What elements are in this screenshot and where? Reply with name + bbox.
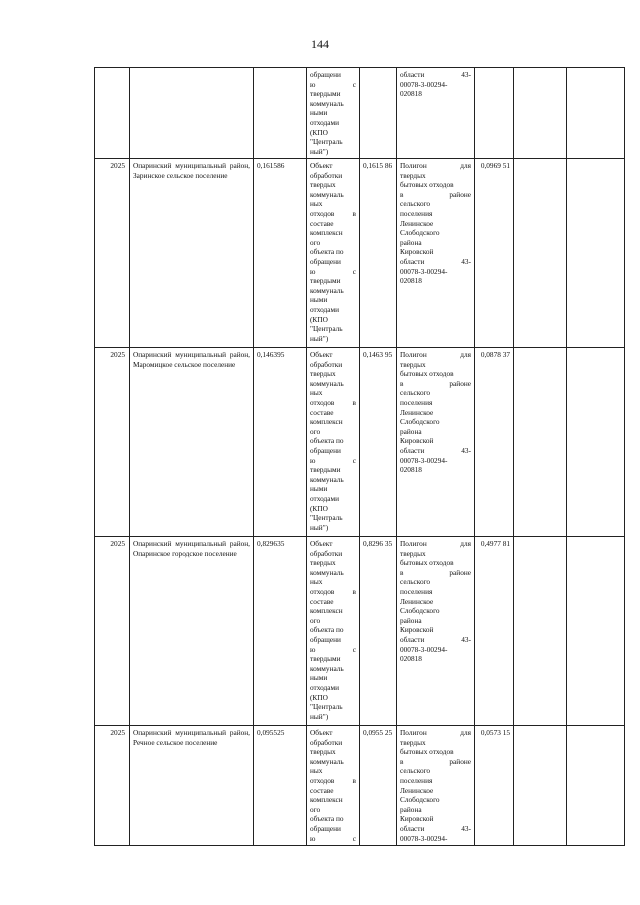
table-row <box>95 68 625 159</box>
processing-object-cell-line: ю с <box>310 833 356 843</box>
processing-object-cell-line: Объект <box>310 161 333 170</box>
processing-object-cell-line: ными <box>310 484 328 494</box>
processing-object-cell-line: (КПО <box>310 314 328 324</box>
table-row <box>95 159 625 348</box>
disposal-site-cell-line: Кировской <box>400 436 434 446</box>
empty-cell <box>514 159 567 348</box>
processing-object-cell-line: отходов в <box>310 397 356 407</box>
disposal-site-cell-line: твердых <box>400 548 426 558</box>
mass-cell: 0,095525 <box>254 726 307 846</box>
municipality-cell <box>130 68 254 159</box>
processing-object-cell-line: объекта по <box>310 247 344 257</box>
processing-object-cell-line: составе <box>310 785 334 795</box>
processing-object-cell-line: обращени <box>310 70 341 79</box>
processing-object-cell-line: коммуналь <box>310 663 344 673</box>
disposal-site-cell-line: 020818 <box>400 276 422 286</box>
disposed-mass-cell <box>475 68 514 159</box>
disposal-site-cell-line: Полигон для <box>400 728 471 737</box>
processing-object-cell-line: обращени <box>310 634 341 644</box>
processing-object-cell-line: ого <box>310 615 321 625</box>
disposal-site-cell-line: Ленинское <box>400 785 434 795</box>
disposal-site-cell <box>397 726 475 846</box>
empty-cell <box>567 537 625 726</box>
processing-object-cell-line: отходов в <box>310 775 356 785</box>
processing-object-cell-line: коммуналь <box>310 756 344 766</box>
table-row <box>95 537 625 726</box>
mass-cell: 0,146395 <box>254 348 307 537</box>
disposal-site-cell-line: поселения <box>400 586 433 596</box>
processing-object-cell-line: коммуналь <box>310 98 344 108</box>
processed-mass-cell: 0,0955 25 <box>360 726 397 846</box>
processing-object-cell-line: ого <box>310 804 321 814</box>
empty-cell <box>567 68 625 159</box>
empty-cell <box>514 348 567 537</box>
mass-cell <box>254 68 307 159</box>
processing-object-cell-line: "Централь <box>310 137 343 147</box>
table-row <box>95 726 625 846</box>
processing-object-cell-line: обращени <box>310 256 341 266</box>
processed-mass-cell: 0,8296 35 <box>360 537 397 726</box>
disposal-site-cell-line: твердых <box>400 170 426 180</box>
disposed-mass-cell: 0,0969 51 <box>475 159 514 348</box>
disposal-site-cell-line: района <box>400 237 422 247</box>
disposal-site-cell-line: области 43- <box>400 70 471 79</box>
disposal-site-cell-line: 020818 <box>400 654 422 664</box>
disposal-site-cell-line: в районе <box>400 189 471 199</box>
processing-object-cell-line: обращени <box>310 445 341 455</box>
processing-object-cell-line: твердых <box>310 747 336 757</box>
disposal-site-cell-line: области 43- <box>400 823 471 833</box>
processing-object-cell-line: "Централь <box>310 513 343 523</box>
processing-object-cell <box>307 348 360 537</box>
empty-cell <box>514 537 567 726</box>
processing-object-cell-line: (КПО <box>310 503 328 513</box>
empty-cell <box>567 726 625 846</box>
processing-object-cell-line: коммуналь <box>310 474 344 484</box>
disposal-site-cell-line: сельского <box>400 199 431 209</box>
empty-cell <box>567 159 625 348</box>
year-cell: 2025 <box>95 537 130 726</box>
disposal-site-cell-line: в районе <box>400 756 471 766</box>
disposal-site-cell <box>397 68 475 159</box>
year-cell <box>95 68 130 159</box>
disposal-site-cell-line: Полигон для <box>400 350 471 359</box>
processed-mass-cell: 0,1615 86 <box>360 159 397 348</box>
processing-object-cell <box>307 726 360 846</box>
disposal-site-cell-line: сельского <box>400 766 431 776</box>
disposal-site-cell <box>397 159 475 348</box>
processing-object-cell-line: ными <box>310 108 328 118</box>
disposal-site-cell-line: района <box>400 615 422 625</box>
processing-object-cell-line: ный") <box>310 522 329 532</box>
processing-object-cell-line: ных <box>310 766 323 776</box>
processing-object-cell-line: обращени <box>310 823 341 833</box>
disposal-site-cell-line: твердых <box>400 359 426 369</box>
processing-object-cell-line: комплексн <box>310 795 343 805</box>
processing-object-cell-line: ого <box>310 237 321 247</box>
processing-object-cell-line: ю с <box>310 455 356 465</box>
processing-object-cell-line: твердыми <box>310 276 341 286</box>
disposal-site-cell-line: Слободского <box>400 795 440 805</box>
processed-mass-cell: 0,1463 95 <box>360 348 397 537</box>
processing-object-cell-line: ными <box>310 673 328 683</box>
disposal-site-cell-line: области 43- <box>400 256 471 266</box>
processing-object-cell-line: коммуналь <box>310 285 344 295</box>
disposal-site-cell-line: твердых <box>400 737 426 747</box>
disposal-site-cell-line: Ленинское <box>400 218 434 228</box>
municipality-cell: Опаринский муниципальный район, Заринское сельское поселение <box>130 159 254 348</box>
processing-object-cell-line: коммуналь <box>310 378 344 388</box>
municipality-cell: Опаринский муниципальный район, Речное сельское поселение <box>130 726 254 846</box>
waste-flow-table <box>94 67 625 846</box>
empty-cell <box>567 348 625 537</box>
processing-object-cell-line: ого <box>310 426 321 436</box>
processing-object-cell-line: твердыми <box>310 465 341 475</box>
disposal-site-cell-line: поселения <box>400 775 433 785</box>
page-number: 144 <box>311 37 329 51</box>
processing-object-cell-line: ных <box>310 199 323 209</box>
disposal-site-cell-line: 00078-3-00294- <box>400 455 448 465</box>
processing-object-cell-line: (КПО <box>310 127 328 137</box>
processing-object-cell-line: коммуналь <box>310 567 344 577</box>
processing-object-cell-line: ю с <box>310 644 356 654</box>
disposal-site-cell-line: района <box>400 426 422 436</box>
processing-object-cell-line: твердых <box>310 369 336 379</box>
processing-object-cell-line: обработки <box>310 359 343 369</box>
year-cell: 2025 <box>95 348 130 537</box>
processing-object-cell-line: ный") <box>310 333 329 343</box>
processing-object-cell-line: коммуналь <box>310 189 344 199</box>
disposal-site-cell <box>397 537 475 726</box>
processing-object-cell-line: составе <box>310 596 334 606</box>
processing-object-cell-line: составе <box>310 407 334 417</box>
disposed-mass-cell: 0,4977 81 <box>475 537 514 726</box>
disposal-site-cell <box>397 348 475 537</box>
processing-object-cell-line: "Централь <box>310 324 343 334</box>
disposal-site-cell-line: 020818 <box>400 465 422 475</box>
disposal-site-cell-line: района <box>400 804 422 814</box>
disposal-site-cell-line: поселения <box>400 397 433 407</box>
processing-object-cell <box>307 537 360 726</box>
disposal-site-cell-line: 00078-3-00294- <box>400 833 448 843</box>
processing-object-cell-line: Объект <box>310 350 333 359</box>
disposal-site-cell-line: Полигон для <box>400 539 471 548</box>
processing-object-cell-line: (КПО <box>310 692 328 702</box>
disposal-site-cell-line: Слободского <box>400 606 440 616</box>
processing-object-cell-line: отходами <box>310 493 340 503</box>
processing-object-cell-line: обработки <box>310 548 343 558</box>
processing-object-cell-line: Объект <box>310 539 333 548</box>
disposal-site-cell-line: в районе <box>400 567 471 577</box>
disposed-mass-cell: 0,0573 15 <box>475 726 514 846</box>
processing-object-cell-line: ный") <box>310 146 329 156</box>
processing-object-cell-line: комплексн <box>310 417 343 427</box>
disposal-site-cell-line: бытовых отходов <box>400 369 454 379</box>
processing-object-cell-line: обработки <box>310 737 343 747</box>
disposal-site-cell-line: Кировской <box>400 625 434 635</box>
processing-object-cell-line: обработки <box>310 170 343 180</box>
processing-object-cell-line: "Централь <box>310 702 343 712</box>
processing-object-cell-line: отходами <box>310 304 340 314</box>
municipality-cell: Опаринский муниципальный район, Опаринское городское поселение <box>130 537 254 726</box>
disposal-site-cell-line: 020818 <box>400 89 422 99</box>
disposal-site-cell-line: области 43- <box>400 445 471 455</box>
disposal-site-cell-line: Кировской <box>400 814 434 824</box>
processing-object-cell <box>307 68 360 159</box>
disposal-site-cell-line: бытовых отходов <box>400 558 454 568</box>
empty-cell <box>514 68 567 159</box>
table-row <box>95 348 625 537</box>
processing-object-cell-line: ю с <box>310 79 356 89</box>
mass-cell: 0,161586 <box>254 159 307 348</box>
processing-object-cell-line: ный") <box>310 711 329 721</box>
disposal-site-cell-line: Ленинское <box>400 407 434 417</box>
processing-object-cell-line: ными <box>310 295 328 305</box>
disposed-mass-cell: 0,0878 37 <box>475 348 514 537</box>
processing-object-cell-line: объекта по <box>310 625 344 635</box>
disposal-site-cell-line: бытовых отходов <box>400 180 454 190</box>
disposal-site-cell-line: сельского <box>400 577 431 587</box>
processing-object-cell <box>307 159 360 348</box>
disposal-site-cell-line: Слободского <box>400 417 440 427</box>
processing-object-cell-line: составе <box>310 218 334 228</box>
processing-object-cell-line: объекта по <box>310 814 344 824</box>
disposal-site-cell-line: сельского <box>400 388 431 398</box>
disposal-site-cell-line: Слободского <box>400 228 440 238</box>
processing-object-cell-line: отходов в <box>310 208 356 218</box>
disposal-site-cell-line: бытовых отходов <box>400 747 454 757</box>
disposal-site-cell-line: Кировской <box>400 247 434 257</box>
disposal-site-cell-line: Полигон для <box>400 161 471 170</box>
disposal-site-cell-line: области 43- <box>400 634 471 644</box>
processing-object-cell-line: комплексн <box>310 228 343 238</box>
processing-object-cell-line: твердых <box>310 180 336 190</box>
processing-object-cell-line: отходами <box>310 117 340 127</box>
processing-object-cell-line: комплексн <box>310 606 343 616</box>
disposal-site-cell-line: поселения <box>400 208 433 218</box>
municipality-cell: Опаринский муниципальный район, Маромицкое сельское поселение <box>130 348 254 537</box>
processing-object-cell-line: ю с <box>310 266 356 276</box>
processing-object-cell-line: Объект <box>310 728 333 737</box>
mass-cell: 0,829635 <box>254 537 307 726</box>
processing-object-cell-line: отходов в <box>310 586 356 596</box>
processing-object-cell-line: объекта по <box>310 436 344 446</box>
processed-mass-cell <box>360 68 397 159</box>
year-cell: 2025 <box>95 159 130 348</box>
processing-object-cell-line: ных <box>310 388 323 398</box>
disposal-site-cell-line: 00078-3-00294- <box>400 644 448 654</box>
processing-object-cell-line: ных <box>310 577 323 587</box>
processing-object-cell-line: твердыми <box>310 89 341 99</box>
year-cell: 2025 <box>95 726 130 846</box>
disposal-site-cell-line: Ленинское <box>400 596 434 606</box>
processing-object-cell-line: твердыми <box>310 654 341 664</box>
table-body <box>95 68 625 846</box>
disposal-site-cell-line: 00078-3-00294- <box>400 266 448 276</box>
empty-cell <box>514 726 567 846</box>
processing-object-cell-line: твердых <box>310 558 336 568</box>
disposal-site-cell-line: в районе <box>400 378 471 388</box>
processing-object-cell-line: отходами <box>310 682 340 692</box>
disposal-site-cell-line: 00078-3-00294- <box>400 79 448 89</box>
